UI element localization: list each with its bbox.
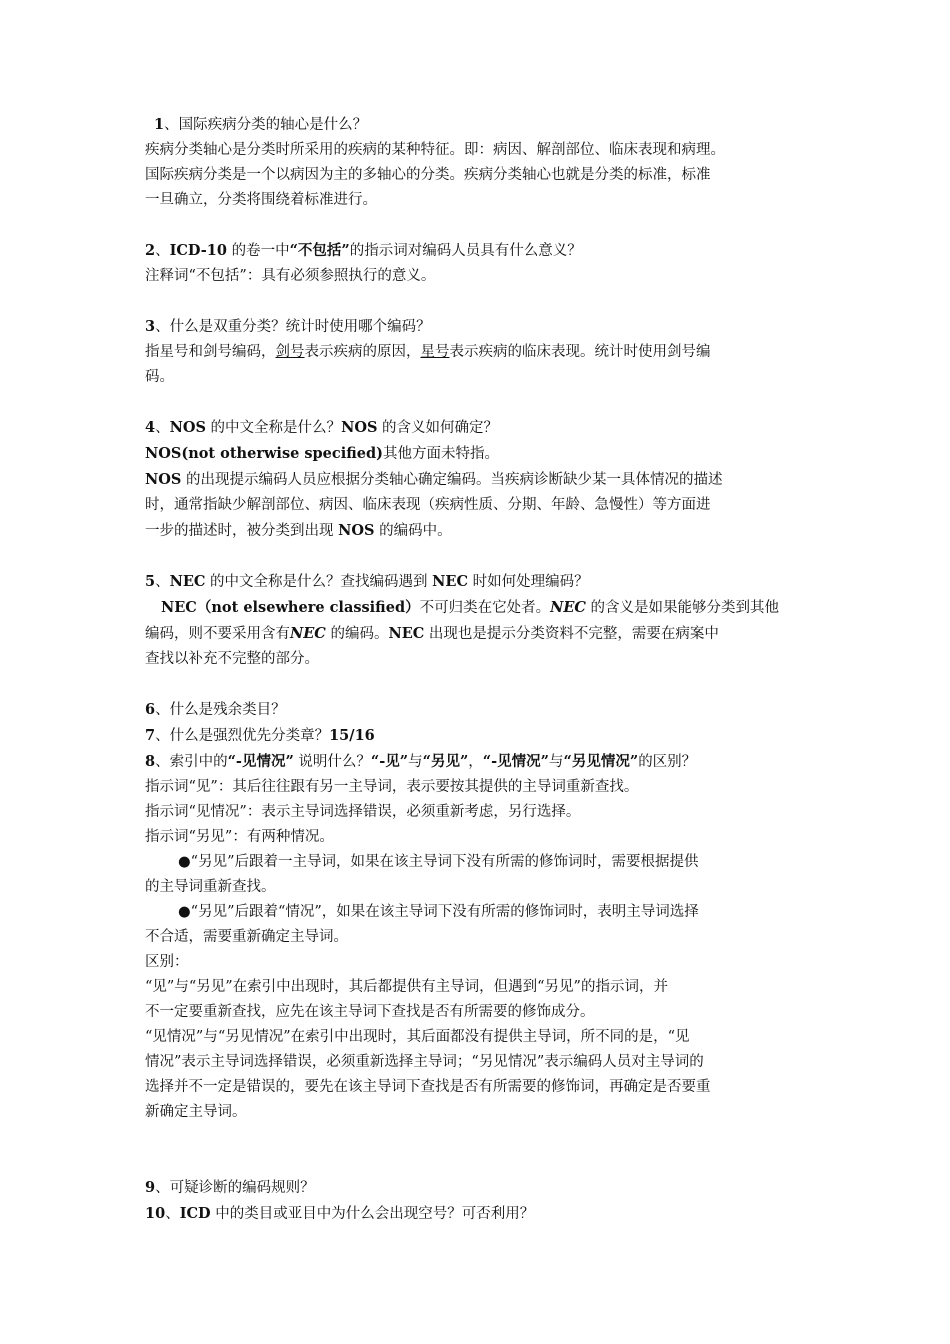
question-number: 10 (145, 1205, 166, 1222)
bullet-item: ●“另见”后跟着“情况”，如果在该主导词下没有所需的修饰词时，表明主导词选择 (178, 904, 699, 920)
answer-line: 不合适，需要重新确定主导词。 (145, 929, 348, 945)
question-7-title: 7、什么是强烈优先分类章？15/16 (145, 727, 375, 744)
answer-line: 指示词“见”：其后往往跟有另一主导词，表示要按其提供的主导词重新查找。 (145, 779, 639, 795)
answer-line: 编码，则不要采用含有NEC 的编码。NEC 出现也是提示分类资料不完整，需要在病案中 (145, 625, 719, 642)
question-number: 6 (145, 701, 156, 718)
question-10-title: 10、ICD 中的类目或亚目中为什么会出现空号？可否利用？ (145, 1205, 535, 1222)
answer-line: 国际疾病分类是一个以病因为主的多轴心的分类。疾病分类轴心也就是分类的标准，标准 (145, 167, 711, 183)
answer-line: 的主导词重新查找。 (145, 879, 276, 895)
underlined-term: 剑号 (275, 344, 305, 360)
answer-line: “见情况”与“另见情况”在索引中出现时，其后面都没有提供主导词，所不同的是，“见 (145, 1029, 690, 1045)
question-number: 9 (145, 1179, 156, 1196)
answer-line: 指示词“另见”：有两种情况。 (145, 829, 334, 845)
nos-definition: NOS(not otherwise specified)其他方面未特指。 (145, 445, 500, 462)
underlined-term: 星号 (420, 344, 450, 360)
question-8-title: 8、索引中的“-见情况” 说明什么？“-见”与“另见”，“-见情况”与“另见情况”的区别？ (145, 753, 697, 770)
question-2-title: 2、ICD-10 的卷一中“不包括”的指示词对编码人员具有什么意义？ (145, 242, 582, 259)
bullet-item: ●“另见”后跟着一主导词，如果在该主导词下没有所需的修饰词时，需要根据提供 (178, 854, 699, 870)
answer-line: 新确定主导词。 (145, 1104, 247, 1120)
answer-line: NEC（not elsewhere classified）不可归类在它处者。NEC 的含义是如果能够分类到其他 (161, 599, 780, 616)
answer-line: NOS 的出现提示编码人员应根据分类轴心确定编码。当疾病诊断缺少某一具体情况的描述 (145, 471, 723, 488)
answer-line: 情况”表示主导词选择错误，必须重新选择主导词；“另见情况”表示编码人员对主导词的 (145, 1054, 704, 1070)
question-4-title: 4、NOS 的中文全称是什么？NOS 的含义如何确定？ (145, 419, 499, 436)
answer-line: 一步的描述时，被分类到出现 NOS 的编码中。 (145, 522, 452, 539)
page-reference: 15/16 (329, 727, 375, 744)
difference-label: 区别： (145, 954, 189, 970)
answer-line: 指星号和剑号编码，剑号表示疾病的原因，星号表示疾病的临床表现。统计时使用剑号编 (145, 344, 711, 360)
question-number: 5 (145, 573, 156, 590)
question-number: 2 (145, 242, 156, 259)
question-number: 1 (154, 116, 165, 133)
answer-line: 注释词“不包括”：具有必须参照执行的意义。 (145, 268, 436, 284)
question-9-title: 9、可疑诊断的编码规则？ (145, 1179, 315, 1196)
answer-line: 选择并不一定是错误的，要先在该主导词下查找是否有所需要的修饰词，再确定是否要重 (145, 1079, 711, 1095)
question-number: 3 (145, 318, 156, 335)
answer-line: 码。 (145, 369, 174, 385)
question-6-title: 6、什么是残余类目？ (145, 701, 286, 718)
answer-line: 时，通常指缺少解剖部位、病因、临床表现（疾病性质、分期、年龄、急慢性）等方面进 (145, 497, 711, 513)
question-number: 4 (145, 419, 156, 436)
answer-line: 指示词“见情况”：表示主导词选择错误，必须重新考虑，另行选择。 (145, 804, 581, 820)
answer-line: 不一定要重新查找，应先在该主导词下查找是否有所需要的修饰成分。 (145, 1004, 595, 1020)
bullet-icon: ● (178, 854, 191, 870)
question-5-title: 5、NEC 的中文全称是什么？查找编码遇到 NEC 时如何处理编码？ (145, 573, 589, 590)
answer-line: 查找以补充不完整的部分。 (145, 651, 319, 667)
question-1-title: 1、国际疾病分类的轴心是什么？ (154, 116, 368, 133)
answer-line: 一旦确立，分类将围绕着标准进行。 (145, 192, 377, 208)
answer-line: “见”与“另见”在索引中出现时，其后都提供有主导词，但遇到“另见”的指示词，并 (145, 979, 668, 995)
document-page (145, 112, 813, 1227)
question-number: 7 (145, 727, 156, 744)
answer-line: 疾病分类轴心是分类时所采用的疾病的某种特征。即：病因、解剖部位、临床表现和病理。 (145, 142, 725, 158)
bullet-icon: ● (178, 904, 191, 920)
question-3-title: 3、什么是双重分类？统计时使用哪个编码？ (145, 318, 431, 335)
question-number: 8 (145, 753, 156, 770)
